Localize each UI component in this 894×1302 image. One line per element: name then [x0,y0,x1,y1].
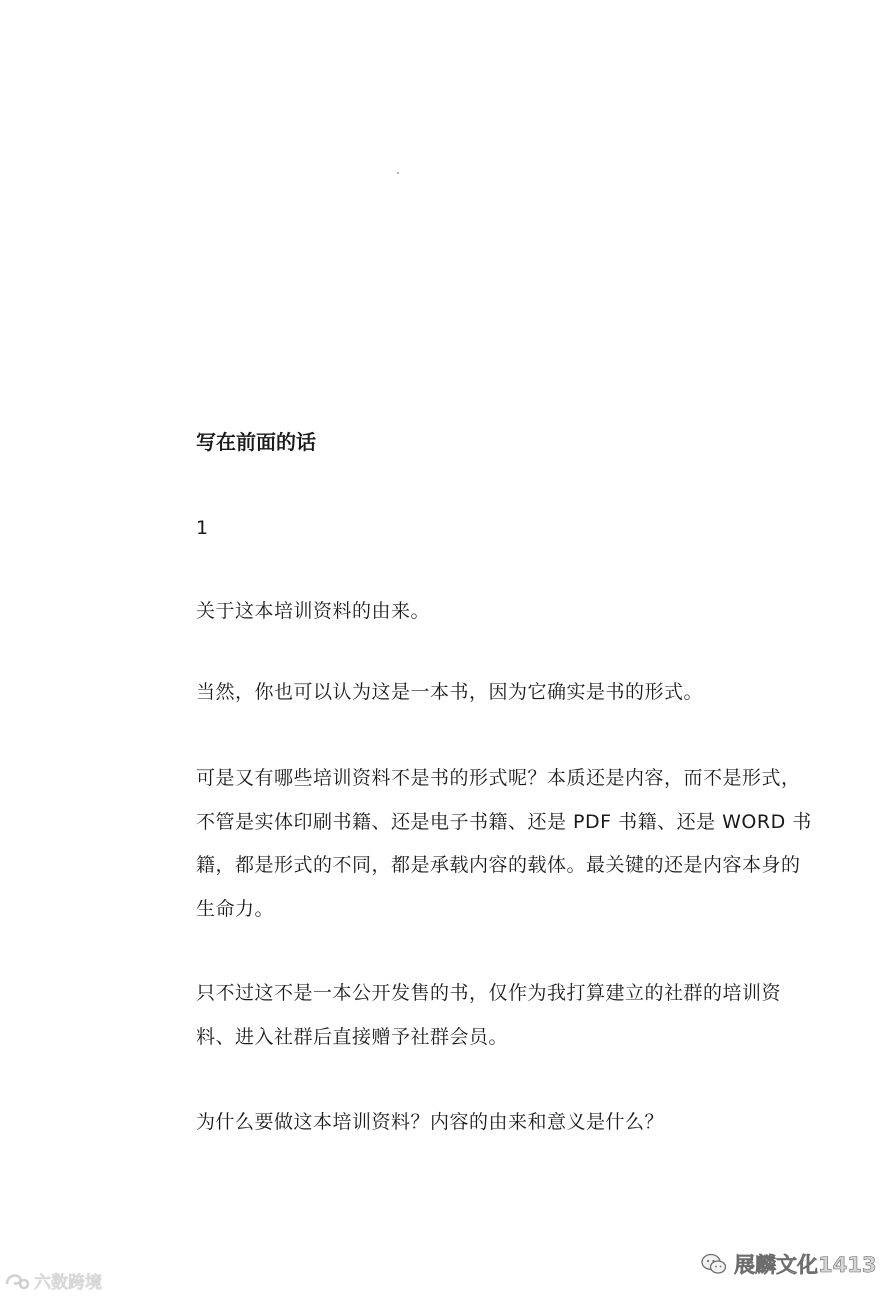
paragraph-3: 可是又有哪些培训资料不是书的形式呢？本质还是内容，而不是形式，不管是实体印刷书籍、还是电子书籍、还是 PDF 书籍、还是 WORD 书籍，都是形式的不同，都是承载内容的载体。最关键的还是内容本身的生命力。 [196,767,812,920]
watermark-left [4,1268,102,1293]
page-heading: 写在前面的话 [196,430,316,454]
logo-icon [4,1270,30,1292]
paragraph-5: 为什么要做这本培训资料？内容的由来和意义是什么？ [196,1111,665,1133]
watermark-right-text: 展麟文化1413 [734,1253,877,1277]
section-number: 1 [196,517,209,539]
watermark-left-text: 六数跨境 [34,1273,102,1293]
watermark-right [700,1249,876,1279]
paragraph-2: 当然，你也可以认为这是一本书，因为它确实是书的形式。 [196,681,704,703]
wechat-icon [700,1252,728,1276]
paragraph-4: 只不过这不是一本公开发售的书，仅作为我打算建立的社群的培训资料、进入社群后直接赠予社群会员。 [196,982,782,1048]
scan-speck [397,172,399,174]
paragraph-1: 关于这本培训资料的由来。 [196,600,431,622]
